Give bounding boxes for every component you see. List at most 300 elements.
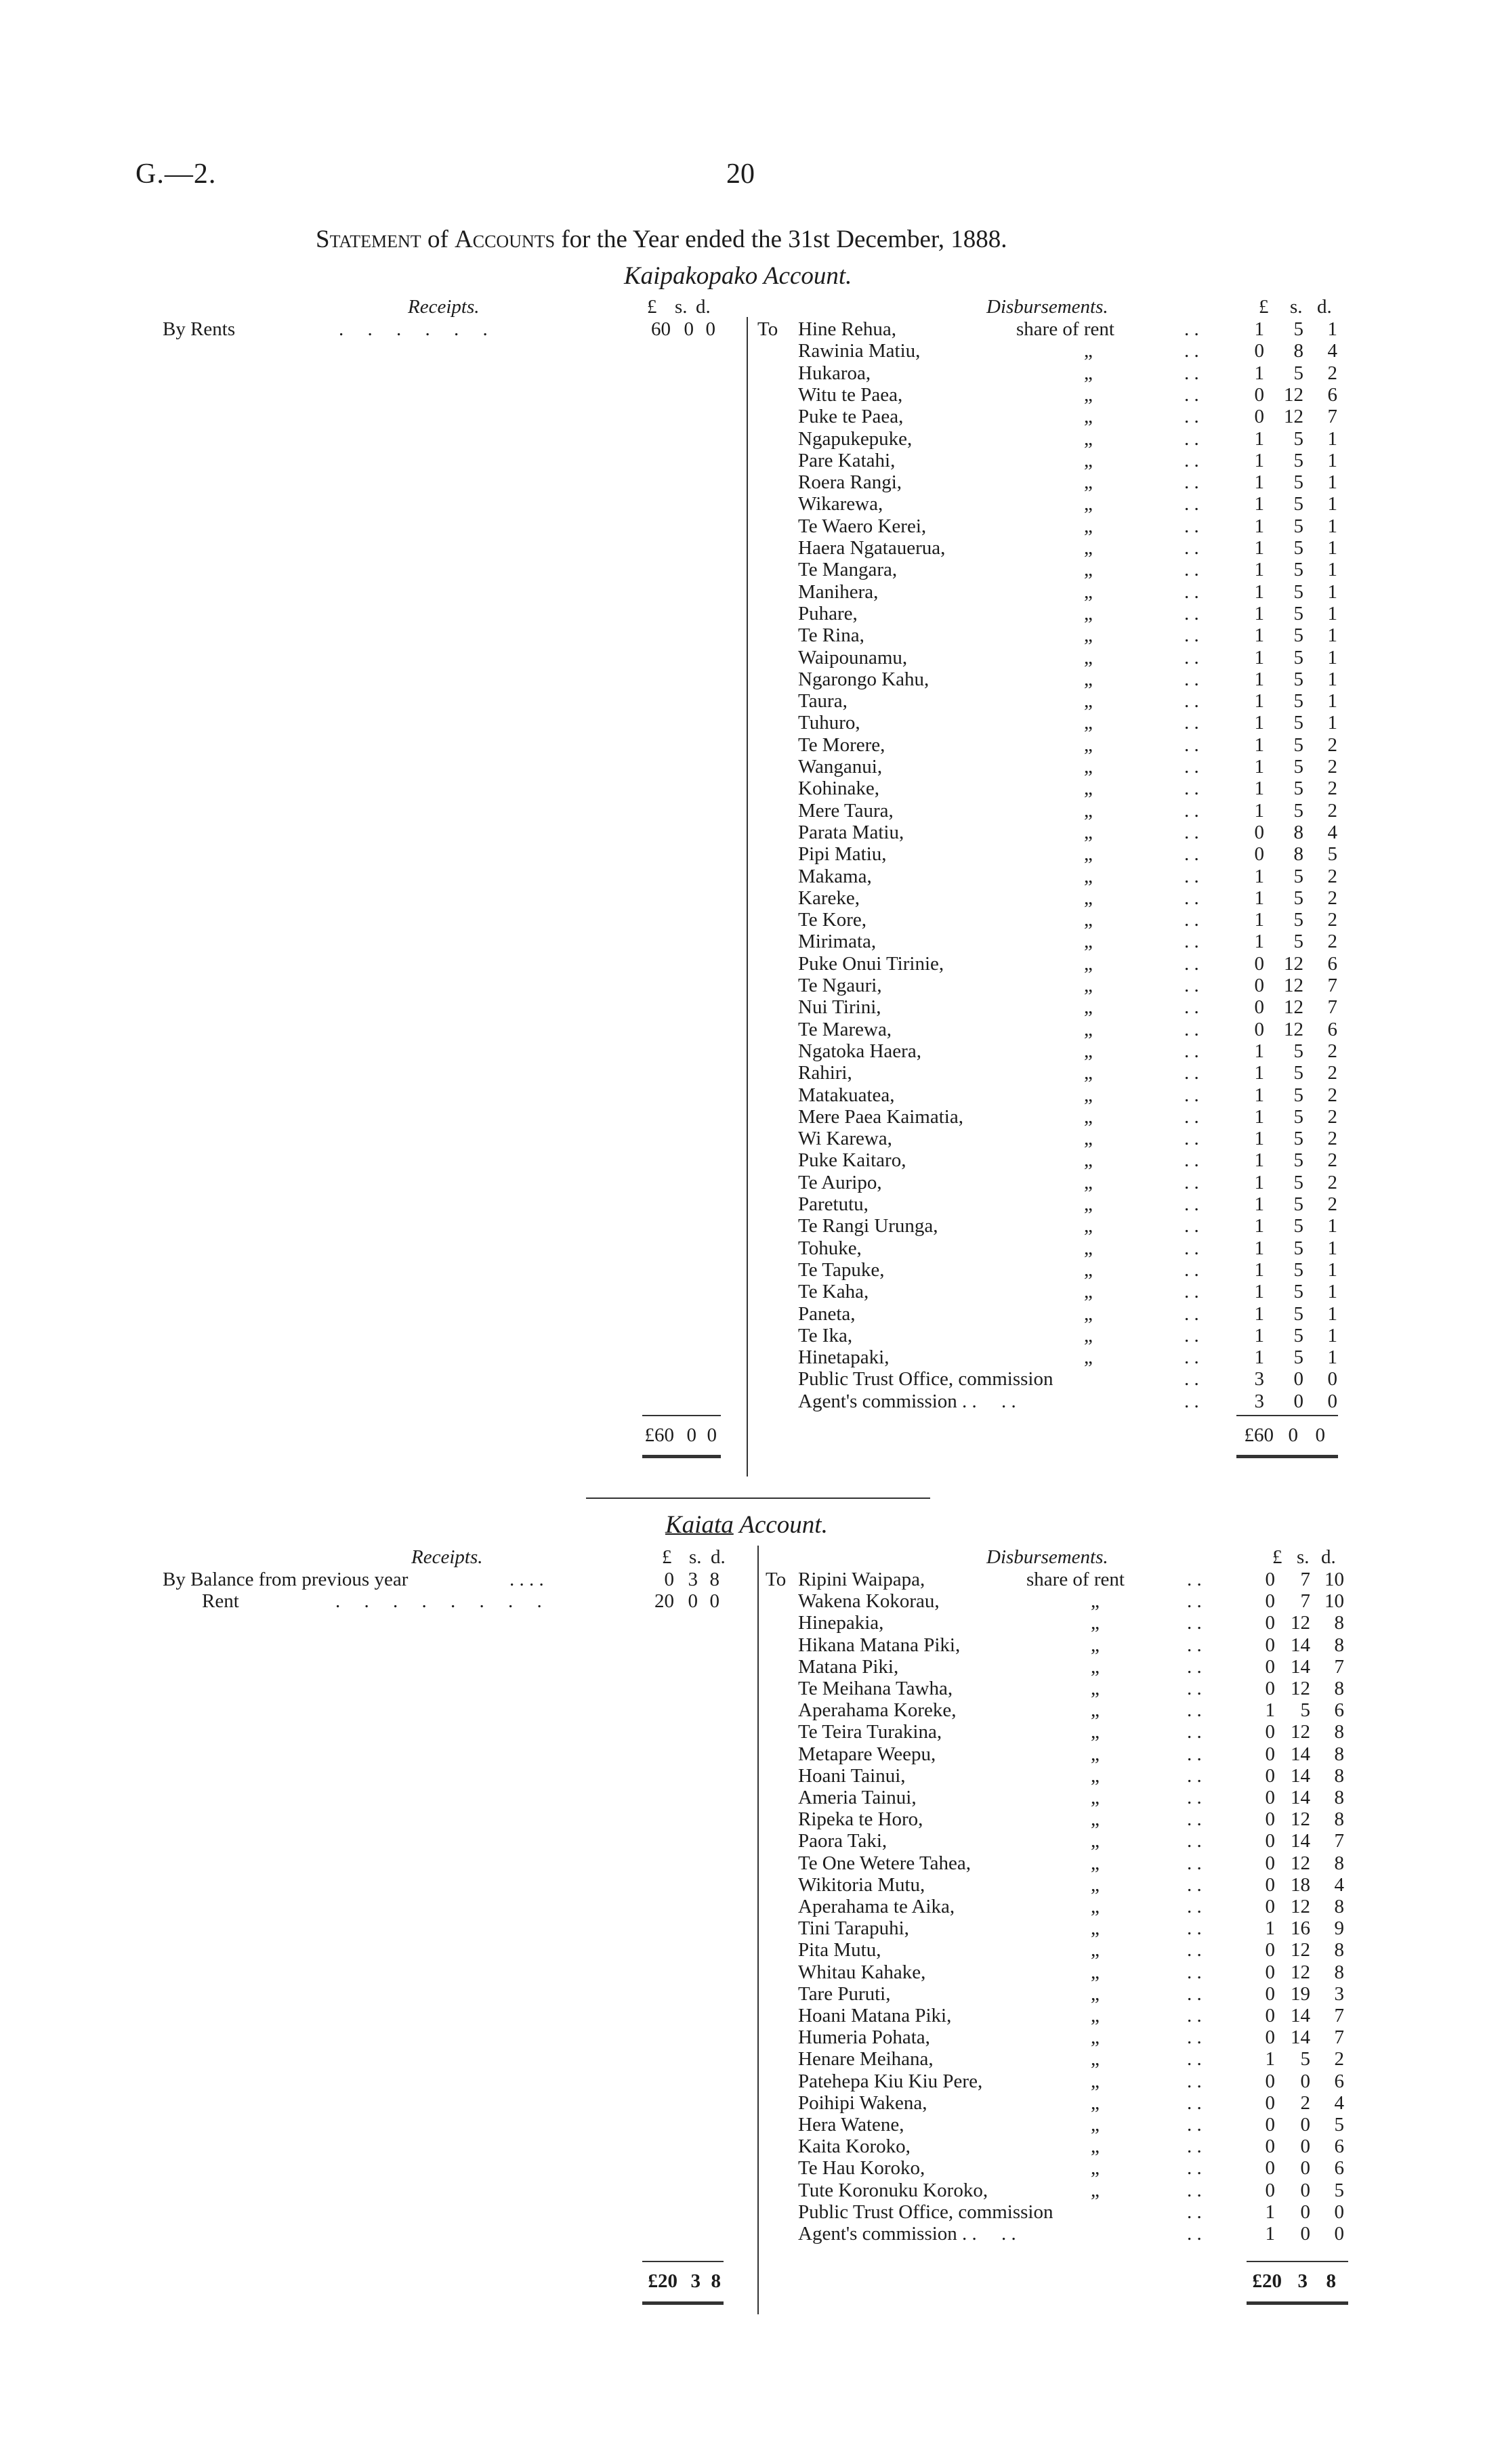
ditto-mark: „ xyxy=(1091,1873,1100,1896)
amount-pounds: 0 xyxy=(1265,1721,1275,1743)
amount-pounds: 0 xyxy=(1265,1590,1275,1613)
amount-pounds: 1 xyxy=(1254,1084,1264,1106)
leader-dots: . . xyxy=(1184,1171,1199,1193)
leader-dots: . . xyxy=(1187,2179,1202,2201)
amount-shillings: 18 xyxy=(1291,1873,1310,1896)
amount-shillings: 5 xyxy=(1293,1105,1303,1128)
amount-shillings: 5 xyxy=(1293,602,1303,624)
leader-dots: . . xyxy=(1184,690,1199,713)
amount-pounds: 0 xyxy=(1265,1982,1275,2005)
receipt-shillings: 0 xyxy=(684,318,694,340)
payee-name: Wikarewa, xyxy=(798,493,883,515)
disbursement-row xyxy=(0,734,1504,756)
amount-pence: 8 xyxy=(1334,1961,1344,1983)
leader-dots: . . xyxy=(1187,1764,1202,1787)
ditto-mark: „ xyxy=(1084,1128,1093,1150)
payee-name: Taura, xyxy=(798,690,848,713)
ditto-mark: „ xyxy=(1084,799,1093,822)
ditto-mark: „ xyxy=(1091,2070,1100,2092)
amount-pounds: 1 xyxy=(1254,427,1264,450)
amount-pence: 2 xyxy=(1327,778,1337,800)
disbursement-row xyxy=(0,1215,1504,1237)
payee-name: Tuhuro, xyxy=(798,712,860,734)
leader-dots: . . xyxy=(1184,887,1199,909)
amount-pounds: 0 xyxy=(1254,975,1264,996)
payee-name: Humeria Pohata, xyxy=(798,2026,930,2049)
amount-pounds: 1 xyxy=(1254,1149,1264,1172)
amount-pounds: 0 xyxy=(1265,1830,1275,1852)
leader-dots: . . xyxy=(1184,602,1199,624)
amount-pence: 7 xyxy=(1327,406,1337,428)
amount-shillings: 2 xyxy=(1300,2091,1310,2114)
amount-pence: 2 xyxy=(1327,931,1337,953)
amount-pence: 1 xyxy=(1327,1324,1337,1346)
payee-name: Hoani Tainui, xyxy=(798,1764,906,1787)
disbursement-row xyxy=(0,515,1504,537)
leader-dots: . . xyxy=(1187,1612,1202,1634)
leader-dots: . . xyxy=(1187,2201,1202,2223)
amount-shillings: 5 xyxy=(1293,756,1303,778)
amount-shillings: 12 xyxy=(1291,1896,1310,1917)
leader-dots: . . xyxy=(1187,1634,1202,1656)
amount-pounds: 0 xyxy=(1265,2136,1275,2158)
amount-pence: 0 xyxy=(1327,1390,1337,1412)
ditto-mark: „ xyxy=(1091,1590,1100,1613)
ditto-mark: „ xyxy=(1084,778,1093,800)
payee-name: Te Waero Kerei, xyxy=(798,515,927,537)
amount-pence: 2 xyxy=(1327,1062,1337,1084)
amount-shillings: 14 xyxy=(1291,1830,1310,1852)
amount-pence: 4 xyxy=(1327,821,1337,843)
amount-pounds: 1 xyxy=(1254,1215,1264,1237)
leader-dots: . . xyxy=(1184,493,1199,515)
receipts-total-pounds: £20 xyxy=(648,2270,677,2292)
disbursement-row xyxy=(0,406,1504,427)
amount-shillings: 5 xyxy=(1293,1237,1303,1259)
amount-shillings: 12 xyxy=(1291,1808,1310,1831)
amount-pence: 8 xyxy=(1334,1612,1344,1634)
amount-shillings: 5 xyxy=(1293,362,1303,384)
payee-name: Public Trust Office, commission xyxy=(798,1368,1053,1390)
payee-name: Puke te Paea, xyxy=(798,406,904,428)
ditto-mark: „ xyxy=(1084,1171,1093,1193)
payee-name: Manihera, xyxy=(798,580,879,603)
amount-shillings: 12 xyxy=(1284,975,1303,996)
amount-pounds: 3 xyxy=(1254,1368,1264,1390)
amount-pence: 6 xyxy=(1327,952,1337,975)
receipt-pence: 8 xyxy=(709,1569,719,1590)
leader-dots: . . xyxy=(1187,1852,1202,1874)
disbursement-row xyxy=(0,1281,1504,1302)
payee-name: Parata Matiu, xyxy=(798,821,904,843)
payee-name: Wikitoria Mutu, xyxy=(798,1873,925,1896)
ditto-mark: „ xyxy=(1091,2091,1100,2114)
leader-dots: . . xyxy=(1187,1917,1202,1940)
disbursement-row xyxy=(0,756,1504,778)
amount-shillings: 12 xyxy=(1291,1852,1310,1874)
amount-pounds: 0 xyxy=(1265,2091,1275,2114)
amount-pence: 1 xyxy=(1327,1302,1337,1325)
ditto-mark: „ xyxy=(1091,1743,1100,1765)
amount-shillings: 7 xyxy=(1300,1590,1310,1613)
ditto-mark: „ xyxy=(1091,2179,1100,2201)
amount-pence: 1 xyxy=(1327,515,1337,537)
payee-name: Matana Piki, xyxy=(798,1655,899,1678)
payee-name: Tini Tarapuhi, xyxy=(798,1917,909,1940)
disbursement-row xyxy=(0,537,1504,559)
leader-dots: . . xyxy=(1184,646,1199,668)
amount-pounds: 1 xyxy=(1254,1105,1264,1128)
payee-name: Henare Meihana, xyxy=(798,2048,934,2070)
amount-shillings: 12 xyxy=(1291,1678,1310,1699)
amount-shillings: 5 xyxy=(1293,537,1303,559)
disbursement-row xyxy=(0,384,1504,406)
leader-dots: . . xyxy=(1184,756,1199,778)
payee-name: Rawinia Matiu, xyxy=(798,340,921,362)
leader-dots: . . xyxy=(1184,362,1199,384)
disbursement-row xyxy=(0,450,1504,471)
disbursement-row xyxy=(0,2136,1504,2157)
disbursement-row xyxy=(0,822,1504,843)
receipts-total-pence: 0 xyxy=(707,1424,717,1446)
amount-pounds: 0 xyxy=(1254,383,1264,406)
disbursement-row xyxy=(0,1765,1504,1787)
amount-pence: 1 xyxy=(1327,1215,1337,1237)
receipts-total-pence: 8 xyxy=(711,2270,721,2292)
payee-name: Mirimata, xyxy=(798,931,877,953)
payee-name: Hukaroa, xyxy=(798,362,871,384)
ditto-mark: „ xyxy=(1084,1215,1093,1237)
amount-pence: 7 xyxy=(1334,2026,1344,2049)
amount-pence: 0 xyxy=(1334,2201,1344,2223)
amount-pounds: 0 xyxy=(1265,2157,1275,2180)
ditto-mark: „ xyxy=(1084,1105,1093,1128)
account-title xyxy=(665,1510,828,1539)
ditto-mark: „ xyxy=(1084,1281,1093,1303)
amount-pence: 8 xyxy=(1334,1764,1344,1787)
receipt-label: By Rents xyxy=(163,318,236,340)
amount-pounds: 1 xyxy=(1254,559,1264,581)
leader-dots: . . xyxy=(1184,471,1199,494)
leader-dots: . . xyxy=(1184,799,1199,822)
amount-pence: 8 xyxy=(1334,1721,1344,1743)
ditto-mark: „ xyxy=(1091,1917,1100,1940)
payee-name: Hine Rehua, xyxy=(798,318,896,340)
receipts-heading: Receipts. xyxy=(408,296,480,318)
disbursement-row xyxy=(0,1961,1504,1983)
amount-shillings: 5 xyxy=(1293,799,1303,822)
payee-name: Public Trust Office, commission xyxy=(798,2201,1053,2223)
receipt-leader-dots: . . . . . . xyxy=(339,318,497,340)
amount-pence: 1 xyxy=(1327,712,1337,734)
amount-pence: 8 xyxy=(1334,1743,1344,1765)
amount-pence: 4 xyxy=(1334,2091,1344,2114)
payee-name: Ameria Tainui, xyxy=(798,1787,917,1808)
receipt-pounds: 60 xyxy=(651,318,671,340)
ditto-mark: „ xyxy=(1091,1721,1100,1743)
leader-dots: . . xyxy=(1187,2005,1202,2026)
amount-pence: 10 xyxy=(1324,1569,1344,1590)
amount-shillings: 8 xyxy=(1293,843,1303,866)
leader-dots: . . xyxy=(1187,1830,1202,1852)
leader-dots: . . xyxy=(1184,668,1199,690)
disbursement-row xyxy=(0,2157,1504,2179)
amount-pounds: 1 xyxy=(1265,1699,1275,1722)
amount-shillings: 5 xyxy=(1293,668,1303,690)
amount-pence: 7 xyxy=(1334,1830,1344,1852)
leader-dots: . . xyxy=(1187,1961,1202,1983)
amount-shillings: 0 xyxy=(1300,2157,1310,2180)
disbursement-row xyxy=(0,1128,1504,1149)
disbursement-row xyxy=(0,668,1504,690)
receipts-total-shillings: 3 xyxy=(690,2270,701,2292)
amount-pence: 1 xyxy=(1327,1237,1337,1259)
leader-dots: . . xyxy=(1184,406,1199,428)
amount-shillings: 19 xyxy=(1291,1982,1310,2005)
amount-pence: 2 xyxy=(1327,1105,1337,1128)
disbursement-row xyxy=(0,1896,1504,1917)
amount-pounds: 0 xyxy=(1265,1896,1275,1917)
leader-dots: . . xyxy=(1184,1193,1199,1215)
disbursement-row xyxy=(0,1062,1504,1084)
ditto-mark: „ xyxy=(1091,1699,1100,1722)
amount-shillings: 5 xyxy=(1293,1040,1303,1062)
amount-pence: 1 xyxy=(1327,493,1337,515)
amount-pounds: 1 xyxy=(1254,537,1264,559)
leader-dots: . . xyxy=(1184,1390,1199,1412)
amount-shillings: 12 xyxy=(1284,406,1303,428)
ditto-mark: „ xyxy=(1084,712,1093,734)
amount-pence: 1 xyxy=(1327,471,1337,494)
disbursement-row xyxy=(0,712,1504,734)
disbursement-row xyxy=(0,909,1504,931)
leader-dots: . . xyxy=(1187,2048,1202,2070)
disbursements-total-double-rule xyxy=(1247,2301,1348,2305)
amount-pounds: 1 xyxy=(1254,1040,1264,1062)
amount-pence: 1 xyxy=(1327,427,1337,450)
payee-name: Paneta, xyxy=(798,1302,856,1325)
ditto-mark: „ xyxy=(1084,1302,1093,1325)
payee-name: Nui Tirini, xyxy=(798,996,881,1019)
disbursement-row xyxy=(0,1787,1504,1808)
amount-pounds: 1 xyxy=(1254,580,1264,603)
disbursement-row xyxy=(0,1303,1504,1325)
amount-shillings: 5 xyxy=(1293,1149,1303,1172)
amount-shillings: 12 xyxy=(1284,996,1303,1019)
leader-dots: . . xyxy=(1187,1896,1202,1917)
amount-pounds: 1 xyxy=(1254,1302,1264,1325)
page-number: 20 xyxy=(726,158,755,190)
disbursement-row xyxy=(0,1590,1504,1612)
amount-pounds: 1 xyxy=(1254,909,1264,931)
ditto-mark: „ xyxy=(1084,843,1093,866)
leader-dots: . . xyxy=(1187,1569,1202,1590)
amount-pence: 0 xyxy=(1327,1368,1337,1390)
amount-shillings: 5 xyxy=(1293,471,1303,494)
leader-dots: . . xyxy=(1184,1215,1199,1237)
amount-pence: 6 xyxy=(1334,1699,1344,1722)
ditto-mark: „ xyxy=(1091,1612,1100,1634)
leader-dots: . . xyxy=(1184,734,1199,756)
amount-pounds: 1 xyxy=(1254,493,1264,515)
amount-pence: 2 xyxy=(1327,1084,1337,1106)
leader-dots: . . xyxy=(1184,559,1199,581)
ditto-mark: „ xyxy=(1084,690,1093,713)
ditto-mark: „ xyxy=(1084,756,1093,778)
ditto-mark: „ xyxy=(1084,1018,1093,1040)
payee-name: Te One Wetere Tahea, xyxy=(798,1852,972,1874)
payee-name: Roera Rangi, xyxy=(798,471,902,494)
disbursement-row xyxy=(0,2114,1504,2136)
disbursement-row xyxy=(0,975,1504,996)
disbursement-row xyxy=(0,1721,1504,1743)
payee-name: Agent's commission . . . . xyxy=(798,1390,1016,1412)
amount-pence: 2 xyxy=(1327,865,1337,887)
amount-pence: 8 xyxy=(1334,1939,1344,1961)
payee-name: Makama, xyxy=(798,865,872,887)
ditto-mark: „ xyxy=(1084,1324,1093,1346)
receipts-total-shillings: 0 xyxy=(686,1424,696,1446)
leader-dots: . . xyxy=(1184,1302,1199,1325)
ditto-mark: „ xyxy=(1091,2114,1100,2136)
leader-dots: . . xyxy=(1184,1040,1199,1062)
leader-dots: . . xyxy=(1184,537,1199,559)
leader-dots: . . xyxy=(1184,427,1199,450)
leader-dots: . . xyxy=(1187,1808,1202,1831)
disbursement-row xyxy=(0,1852,1504,1874)
leader-dots: . . xyxy=(1184,383,1199,406)
receipts-heading: Receipts. xyxy=(411,1546,483,1568)
amount-pence: 8 xyxy=(1334,1896,1344,1917)
payee-name: Te Teira Turakina, xyxy=(798,1721,942,1743)
leader-dots: . . xyxy=(1187,1699,1202,1722)
disbursement-row xyxy=(0,800,1504,822)
disbursement-row xyxy=(0,1259,1504,1281)
disbursements-total-shillings: 3 xyxy=(1297,2270,1308,2292)
ditto-mark: „ xyxy=(1084,449,1093,471)
leader-dots: . . xyxy=(1187,1743,1202,1765)
payee-name: Pare Katahi, xyxy=(798,449,896,471)
payee-name: Tare Puruti, xyxy=(798,1982,891,2005)
amount-shillings: 5 xyxy=(1293,1215,1303,1237)
amount-shillings: 7 xyxy=(1300,1569,1310,1590)
amount-pounds: 0 xyxy=(1265,2179,1275,2201)
account-title: Kaipakopako Account. xyxy=(624,262,852,290)
payee-name: Wanganui, xyxy=(798,756,883,778)
leader-dots: . . xyxy=(1184,931,1199,953)
leader-dots: . . xyxy=(1184,1062,1199,1084)
amount-shillings: 5 xyxy=(1293,559,1303,581)
amount-pence: 3 xyxy=(1334,1982,1344,2005)
amount-pence: 6 xyxy=(1334,2157,1344,2180)
amount-pence: 6 xyxy=(1334,2136,1344,2158)
payee-name: Metapare Weepu, xyxy=(798,1743,936,1765)
disbursement-row xyxy=(0,2048,1504,2070)
disbursements-heading: Disbursements. xyxy=(986,1546,1108,1568)
disbursement-row xyxy=(0,1325,1504,1346)
ditto-mark: „ xyxy=(1084,1193,1093,1215)
payee-name: Te Mangara, xyxy=(798,559,898,581)
amount-shillings: 5 xyxy=(1293,1171,1303,1193)
leader-dots: . . xyxy=(1184,1084,1199,1106)
amount-pence: 1 xyxy=(1327,668,1337,690)
leader-dots: . . xyxy=(1184,1128,1199,1150)
disbursement-row xyxy=(0,1830,1504,1852)
account-title-name: Kaiata xyxy=(665,1511,734,1539)
amount-pounds: 1 xyxy=(1254,799,1264,822)
ditto-mark: „ xyxy=(1084,734,1093,756)
payee-name: Kareke, xyxy=(798,887,860,909)
share-note: share of rent xyxy=(1026,1569,1125,1590)
payee-name: Kohinake, xyxy=(798,778,879,800)
receipt-pence: 0 xyxy=(705,318,715,340)
leader-dots: . . xyxy=(1187,2091,1202,2114)
payee-name: Tohuke, xyxy=(798,1237,862,1259)
leader-dots: . . xyxy=(1184,1258,1199,1281)
amount-pounds: 1 xyxy=(1254,449,1264,471)
disbursement-row xyxy=(0,624,1504,646)
disbursement-row xyxy=(0,2070,1504,2092)
amount-pounds: 1 xyxy=(1254,1324,1264,1346)
amount-pence: 2 xyxy=(1327,1128,1337,1150)
amount-pence: 7 xyxy=(1327,996,1337,1019)
amount-shillings: 5 xyxy=(1293,1128,1303,1150)
amount-shillings: 14 xyxy=(1291,1764,1310,1787)
amount-shillings: 5 xyxy=(1293,1324,1303,1346)
ditto-mark: „ xyxy=(1084,537,1093,559)
leader-dots: . . xyxy=(1184,1346,1199,1369)
amount-pounds: 0 xyxy=(1265,2070,1275,2092)
amount-pence: 8 xyxy=(1334,1634,1344,1656)
ditto-mark: „ xyxy=(1084,1084,1093,1106)
amount-pence: 1 xyxy=(1327,624,1337,647)
amount-pounds: 0 xyxy=(1254,996,1264,1019)
amount-pounds: 3 xyxy=(1254,1390,1264,1412)
disbursement-row xyxy=(0,2201,1504,2223)
payee-name: Puke Onui Tirinie, xyxy=(798,952,944,975)
leader-dots: . . xyxy=(1184,843,1199,866)
disbursement-row xyxy=(0,1149,1504,1171)
amount-pounds: 1 xyxy=(1254,1062,1264,1084)
receipts-total-double-rule xyxy=(642,1455,721,1458)
ditto-mark: „ xyxy=(1084,624,1093,647)
amount-pounds: 0 xyxy=(1265,1612,1275,1634)
ditto-mark: „ xyxy=(1084,493,1093,515)
leader-dots: . . xyxy=(1187,2114,1202,2136)
amount-shillings: 14 xyxy=(1291,2026,1310,2049)
amount-pounds: 1 xyxy=(1254,1171,1264,1193)
leader-dots: . . xyxy=(1184,1281,1199,1303)
ditto-mark: „ xyxy=(1091,2157,1100,2180)
amount-pence: 8 xyxy=(1334,1787,1344,1808)
payee-name: Kaita Koroko, xyxy=(798,2136,911,2158)
amount-pence: 2 xyxy=(1327,734,1337,756)
ditto-mark: „ xyxy=(1084,1149,1093,1172)
amount-pounds: 1 xyxy=(1254,1193,1264,1215)
ditto-mark: „ xyxy=(1091,2136,1100,2158)
amount-pounds: 1 xyxy=(1254,690,1264,713)
payee-name: Ripini Waipapa, xyxy=(798,1569,925,1590)
payee-name: Hinepakia, xyxy=(798,1612,884,1634)
ditto-mark: „ xyxy=(1091,2005,1100,2026)
disbursements-total-pence: 8 xyxy=(1326,2270,1336,2292)
payee-name: Rahiri, xyxy=(798,1062,852,1084)
disbursement-row xyxy=(0,1808,1504,1830)
payee-name: Paretutu, xyxy=(798,1193,869,1215)
amount-shillings: 14 xyxy=(1291,1634,1310,1656)
account-title-suffix: Account. xyxy=(739,1511,828,1539)
amount-pounds: 0 xyxy=(1265,2114,1275,2136)
